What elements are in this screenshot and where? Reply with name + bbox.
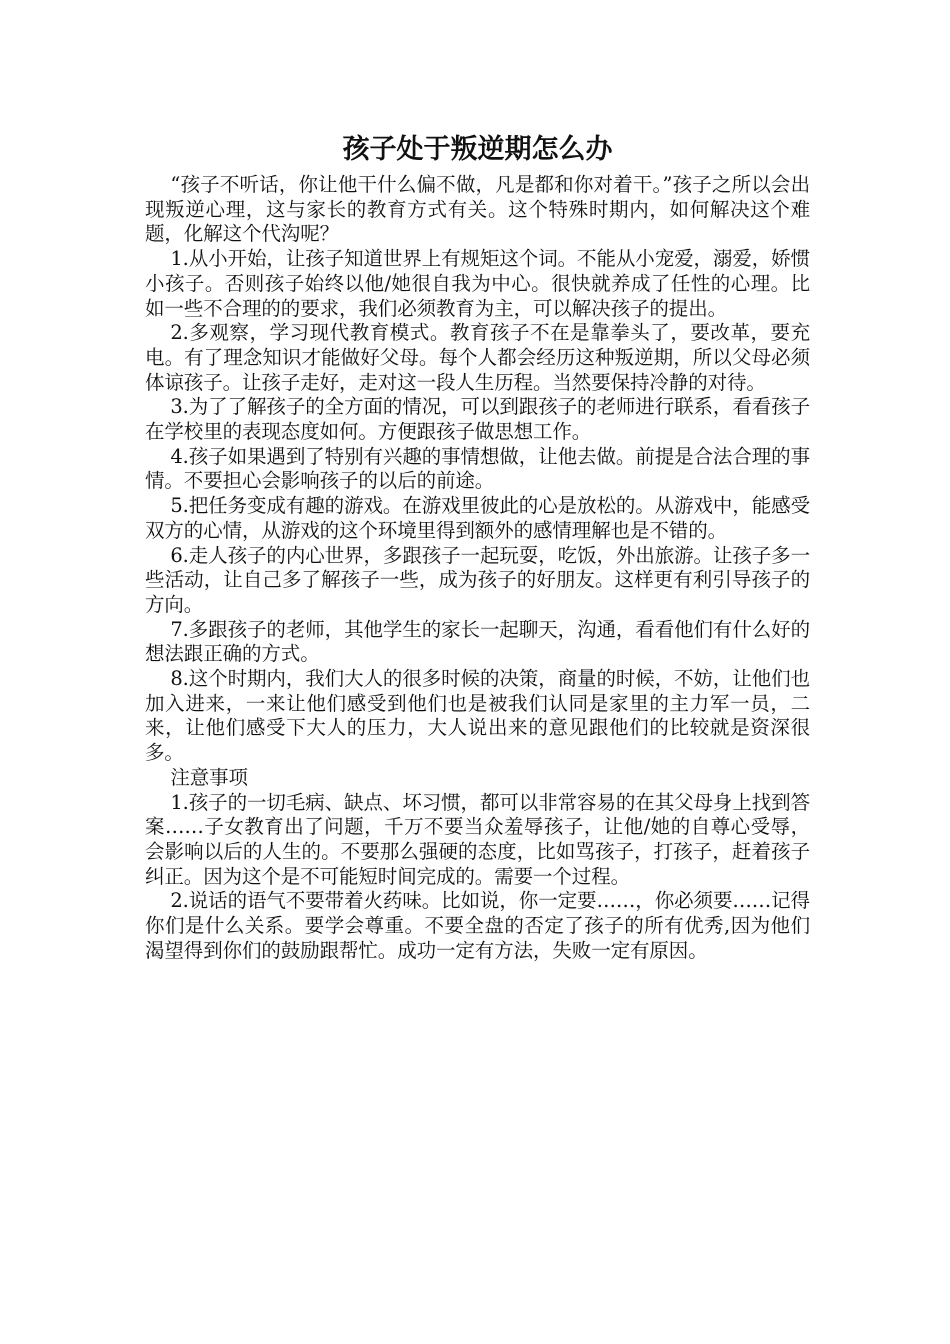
notes-heading: 注意事项	[170, 765, 248, 789]
tip-1-paragraph: 1.从小开始，让孩子知道世界上有规矩这个词。不能从小宠爱，溺爱，娇惯小孩子。否则孩子始终以他/她很自我为中心。很快就养成了任性的心理。比如一些不合理的的要求，我们必须教育为主，可以解决孩子的提出。	[145, 247, 810, 320]
intro-paragraph: “孩子不听话，你让他干什么偏不做，凡是都和你对着干。”孩子之所以会出现叛逆心理，这与家长的教育方式有关。这个特殊时期内，如何解决这个难题，化解这个代沟呢？	[145, 173, 810, 246]
tip-6-paragraph: 6.走人孩子的内心世界，多跟孩子一起玩耍，吃饭，外出旅游。让孩子多一些活动，让自己多了解孩子一些，成为孩子的好朋友。这样更有利引导孩子的方向。	[145, 543, 810, 616]
note-2-paragraph: 2.说话的语气不要带着火药味。比如说，你一定要……，你必须要……记得你们是什么关系。要学会尊重。不要全盘的否定了孩子的所有优秀,因为他们渴望得到你们的鼓励跟帮忙。成功一定有方法，失败一定有原因。	[145, 889, 810, 962]
note-1-paragraph: 1.孩子的一切毛病、缺点、坏习惯，都可以非常容易的在其父母身上找到答案……子女教育出了问题，千万不要当众羞辱孩子，让他/她的自尊心受辱，会影响以后的人生的。不要那么强硬的态度，比如骂孩子，打孩子，赶着孩子纠正。因为这个是不可能短时间完成的。需要一个过程。	[145, 790, 810, 888]
document-page	[145, 128, 810, 964]
tip-3-paragraph: 3.为了了解孩子的全方面的情况，可以到跟孩子的老师进行联系，看看孩子在学校里的表现态度如何。方便跟孩子做思想工作。	[145, 395, 810, 444]
tip-7-paragraph: 7.多跟孩子的老师，其他学生的家长一起聊天，沟通，看看他们有什么好的想法跟正确的方式。	[145, 617, 810, 666]
tip-5-paragraph: 5.把任务变成有趣的游戏。在游戏里彼此的心是放松的。从游戏中，能感受双方的心情，从游戏的这个环境里得到额外的感情理解也是不错的。	[145, 494, 810, 542]
tip-2-paragraph: 2.多观察，学习现代教育模式。教育孩子不在是靠拳头了，要改革，要充电。有了理念知识才能做好父母。每个人都会经历这种叛逆期，所以父母必须体谅孩子。让孩子走好，走对这一段人生历程。当然要保持冷静的对待。	[145, 321, 810, 394]
tip-4-paragraph: 4.孩子如果遇到了特别有兴趣的事情想做，让他去做。前提是合法合理的事情。不要担心会影响孩子的以后的前途。	[145, 444, 810, 493]
tip-8-paragraph: 8.这个时期内，我们大人的很多时候的决策，商量的时候，不妨，让他们也加入进来，一来让他们感受到他们也是被我们认同是家里的主力军一员，二来，让他们感受下大人的压力，大人说出来的意见跟他们的比较就是资深很多。	[145, 667, 810, 765]
document-title: 孩子处于叛逆期怎么办	[342, 134, 613, 165]
